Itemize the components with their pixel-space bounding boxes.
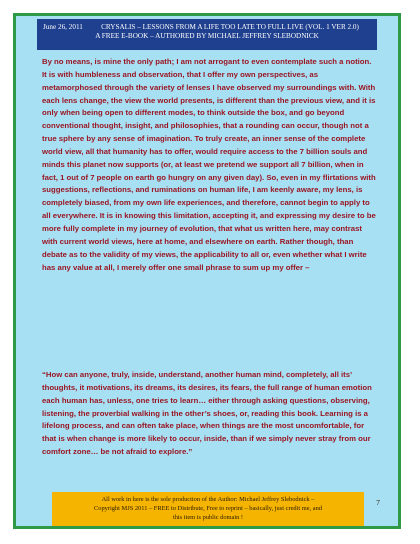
header-title-line2: A FREE E-BOOK – AUTHORED BY MICHAEL JEFFREY SLEBODNICK bbox=[95, 32, 319, 40]
header-title-line1: CRYSALIS – LESSONS FROM A LIFE TOO LATE TO FULL LIVE (VOL. 1 VER 2.0) bbox=[101, 23, 359, 31]
page-header bbox=[37, 19, 377, 50]
footer-line-2: Copyright MJS 2011 – FREE to Distribute, Free to reprint – basically, just credit me, and bbox=[94, 505, 322, 512]
page-frame bbox=[13, 13, 401, 529]
page-number: 7 bbox=[376, 498, 380, 507]
body-quote: “How can anyone, truly, inside, understand, another human mind, completely, all its’ thoughts, it motivations, its dreams, its desires, its fears, the full range of human emotion each human has, unless, one tries to learn… either through asking questions, observing, listening, the proverbial walking in the other’s shoes, or, reading this book. Learning is a lifelong process, and can often take place, when things are the most uncomfortable, for that is when change is more likely to occur, inside, than if we simply never stray from our comfort zone… be not afraid to explore.” bbox=[42, 370, 372, 457]
header-row-1 bbox=[37, 23, 377, 32]
footer-line-1: All work in here is the sole production of the Author: Michael Jeffrey Slebodnick – bbox=[101, 496, 315, 503]
header-date: June 26, 2011 bbox=[43, 23, 83, 31]
body-paragraph: By no means, is mine the only path; I am not arrogant to even contemplate such a notion. It is with humbleness and observation, that I offer my own perspectives, as metamorphosed through the variety of lenses I have observed my surroundings with. With each lens change, the view the world presents, is different than the previous view, and it is only when being open to different modes, to think outside the box, and go beyond conventional thought, insight, and philosophies, that a rounding can occur, though not a true sphere by any sense of imagination. To truly create, an inner sense of the complete world view, all that humanity has to offer, would require access to the 7 billion souls and minds this planet now supports (or, at least we pretend we support all 7 billion, when in fact, 1 out of 7 people on earth go hungry on any given day). So, even in my flirtations with suggestions, reflections, and ruminations on human life, I am keenly aware, my lens, is completely biased, from my own life experiences, and therefore, cannot begin to apply to all everywhere. It is in knowing this limitation, accepting it, and expressing my desire to be more fully complete in my journey of evolution, that what us written here, may contrast with current world views, here at home, and elsewhere on earth. Rather though, than debate as to the validity of my views, the applicability to all or, even whether what I write has any value at all, I merely offer one small phrase to sum up my offer – bbox=[42, 57, 376, 272]
footer-line-3: this item is public domain ! bbox=[172, 514, 244, 521]
page-footer bbox=[52, 492, 380, 526]
